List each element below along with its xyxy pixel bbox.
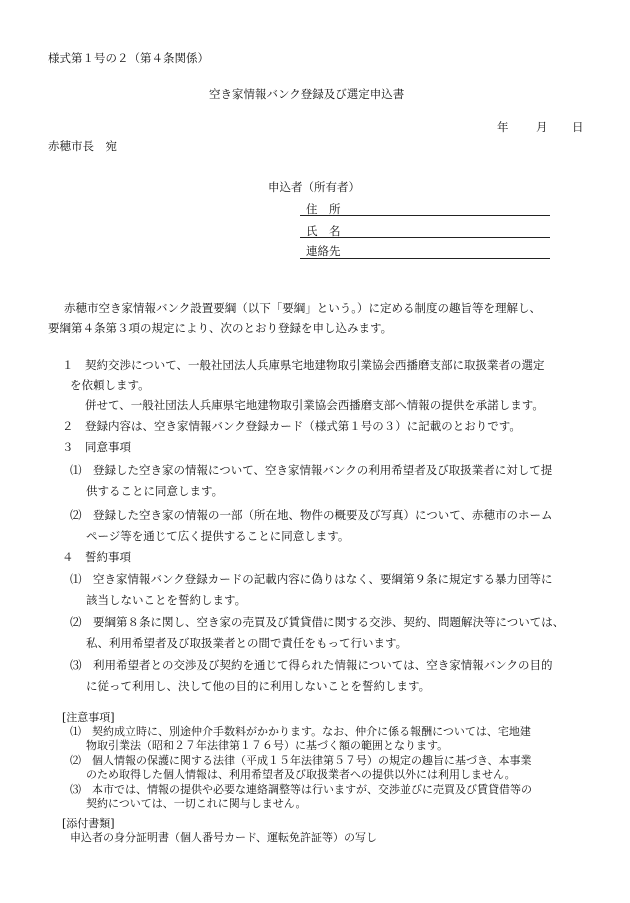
item-4-2-line-1: ⑵ 要綱第８条に関し、空き家の売買及び賃貸借に関する交渉、契約、問題解決等については、 (70, 615, 565, 629)
item-3-1-line-1: ⑴ 登録した空き家の情報について、空き家情報バンクの利用希望者及び取扱業者に対して提 (70, 463, 553, 477)
addressee: 赤穂市長 宛 (48, 139, 117, 153)
attachment-item: 申込者の身分証明書（個人番号カード、運転免許証等）の写し (70, 831, 378, 844)
note-2-line-2: のため取得した個人情報は、利用希望者及び取扱業者への提供以外には利用しません。 (86, 768, 516, 781)
date-month-label: 月 (536, 120, 548, 134)
item-4-2-line-2: 私、利用希望者及び取扱業者との間で責任をもって行います。 (86, 636, 408, 650)
form-number: 様式第１号の２（第４条関係） (48, 51, 209, 65)
intro-line-1: 赤穂市空き家情報バンク設置要綱（以下「要綱」という。）に定める制度の趣旨等を理解し、 (64, 301, 542, 315)
address-line[interactable] (300, 215, 550, 216)
item-1-line-3: 併せて、一般社団法人兵庫県宅地建物取引業協会西播磨支部へ情報の提供を承諾します。 (85, 398, 544, 412)
item-4-1-line-2: 該当しないことを誓約します。 (86, 593, 247, 607)
item-2: ２ 登録内容は、空き家情報バンク登録カード（様式第１号の３）に記載のとおりです。 (62, 419, 521, 433)
note-1-line-2: 物取引業法（昭和２７年法律第１７６号）に基づく額の範囲となります。 (86, 739, 449, 752)
item-3-2-line-1: ⑵ 登録した空き家の情報の一部（所在地、物件の概要及び写真）について、赤穂市のホーム (70, 508, 553, 522)
contact-line[interactable] (300, 258, 550, 259)
item-1-line-2: を依頼します。 (70, 378, 150, 392)
name-line[interactable] (300, 237, 550, 238)
item-4-3-line-1: ⑶ 利用希望者との交渉及び契約を通じて得られた情報については、空き家情報バンクの目的 (70, 658, 553, 672)
name-label: 氏 名 (306, 224, 341, 238)
item-3-1-line-2: 供することに同意します。 (86, 484, 224, 498)
applicant-heading: 申込者（所有者） (268, 180, 360, 194)
page-title: 空き家情報バンク登録及び選定申込書 (209, 87, 405, 101)
intro-line-2: 要綱第４条第３項の規定により、次のとおり登録を申し込みます。 (48, 321, 393, 335)
address-label: 住 所 (306, 202, 341, 216)
note-3-line-1: ⑶ 本市では、情報の提供や必要な連絡調整等は行いますが、交渉並びに売買及び賃貸借等の (70, 783, 532, 796)
item-4-1-line-1: ⑴ 空き家情報バンク登録カードの記載内容に偽りはなく、要綱第９条に規定する暴力団等に (70, 572, 553, 586)
note-1-line-1: ⑴ 契約成立時に、別途仲介手数料がかかります。なお、仲介に係る報酬については、宅地建 (70, 725, 531, 738)
item-4-3-line-2: に従って利用し、決して他の目的に利用しないことを誓約します。 (86, 679, 431, 693)
note-2-line-1: ⑵ 個人情報の保護に関する法律（平成１５年法律第５７号）の規定の趣旨に基づき、本事業 (70, 754, 532, 767)
item-1-line-1: １ 契約交渉について、一般社団法人兵庫県宅地建物取引業協会西播磨支部に取扱業者の選定 (62, 358, 545, 372)
item-3-heading: ３ 同意事項 (62, 440, 131, 454)
notes-heading: [注意事項] (62, 711, 115, 724)
date-year-label: 年 (497, 120, 509, 134)
note-3-line-2: 契約については、一切これに関与しません。 (86, 797, 307, 810)
attachments-heading: [添付書類] (62, 817, 115, 830)
item-4-heading: ４ 誓約事項 (62, 550, 131, 564)
date-day-label: 日 (572, 120, 584, 134)
item-3-2-line-2: ページ等を通じて広く提供することに同意します。 (86, 529, 350, 543)
contact-label: 連絡先 (306, 244, 341, 258)
